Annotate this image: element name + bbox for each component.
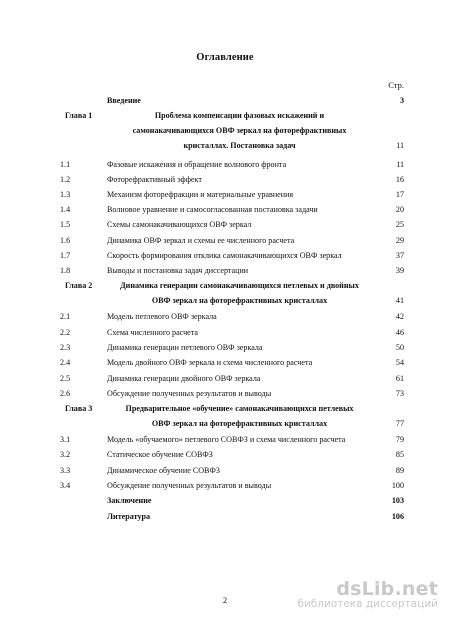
- toc-entry-page: 73: [395, 389, 404, 398]
- page-number: 2: [222, 595, 228, 605]
- toc-entry-page: 61: [395, 374, 404, 383]
- toc-entry-title: Введение: [107, 96, 141, 105]
- watermark: [297, 578, 438, 610]
- toc-entry-page: 29: [395, 236, 404, 245]
- toc-entry-title: Фоторефрактивный эффект: [107, 175, 202, 184]
- toc-entry-page: 41: [395, 296, 404, 305]
- toc-entry-number: 1.3: [60, 190, 71, 199]
- toc-entry-title: Динамика ОВФ зеркал и схемы ее численного расчета: [107, 236, 295, 245]
- toc-entry-number: Глава 2: [65, 281, 93, 290]
- toc-entry-number: 2.3: [60, 343, 71, 352]
- toc-entry-number: 3.3: [60, 466, 71, 475]
- toc-entry-page: 37: [395, 251, 404, 260]
- toc-entry-number: 3.4: [60, 481, 71, 490]
- toc-entry-number: 2.2: [60, 328, 71, 337]
- toc-entry-number: 2.4: [60, 358, 71, 367]
- toc-entry-number: 3.1: [60, 435, 71, 444]
- chapter-title-line: ОВФ зеркал на фоторефрактивных кристаллах: [151, 296, 328, 305]
- toc-entry-page: 85: [395, 450, 404, 459]
- chapter-title-line: Проблема компенсации фазовых искажений и: [154, 111, 325, 120]
- document-title: Оглавление: [196, 52, 254, 63]
- toc-entry-number: 1.7: [60, 251, 71, 260]
- toc-entry-page: 39: [395, 266, 404, 275]
- chapter-title-line: Динамика генерации самонакачивающихся петлевых и двойных: [120, 281, 359, 290]
- toc-entry-page: 11: [396, 141, 404, 150]
- toc-entry-title: Модель «обучаемого» петлевого СОВФЗ и схема численного расчета: [107, 435, 346, 444]
- toc-entry-title: Динамика генерации двойного ОВФ зеркала: [107, 374, 261, 383]
- chapter-title-line: кристаллах. Постановка задач: [183, 141, 296, 150]
- toc-entry-page: 3: [399, 96, 404, 105]
- toc-entry-title: Обсуждение полученных результатов и выводы: [107, 481, 272, 490]
- toc-entry-number: 1.1: [60, 160, 71, 169]
- toc-entry-title: Модель петлевого ОВФ зеркала: [107, 312, 217, 321]
- toc-entry-page: 50: [395, 343, 404, 352]
- toc-entry-title: Механизм фоторефракции и материальные уравнения: [107, 190, 294, 199]
- toc-entry-page: 106: [391, 512, 404, 521]
- toc-entry-title: Волновое уравнение и самосогласованная постановка задачи: [107, 205, 318, 214]
- toc-entry-page: 17: [395, 190, 404, 199]
- toc-entry-page: 54: [395, 358, 404, 367]
- toc-entry-page: 11: [396, 160, 404, 169]
- toc-entry-title: Фазовые искажения и обращение волнового фронта: [107, 160, 287, 169]
- toc-entry-title: Скорость формирования отклика самонакачивающихся ОВФ зеркал: [107, 251, 342, 260]
- page-column-label: Стр.: [388, 80, 404, 90]
- toc-entry-title: Заключение: [107, 496, 152, 505]
- toc-entry-number: 1.5: [60, 220, 71, 229]
- toc-entry-title: Обсуждение полученных результатов и выводы: [107, 389, 272, 398]
- toc-entry-number: 1.8: [60, 266, 71, 275]
- watermark-subtitle: библиотека диссертаций: [297, 598, 438, 610]
- toc-entry-number: 2.5: [60, 374, 71, 383]
- toc-entry-page: 100: [391, 481, 404, 490]
- toc-entry-title: Схемы самонакачивающихся ОВФ зеркал: [107, 220, 252, 229]
- toc-entry-number: Глава 3: [65, 404, 93, 413]
- toc-entry-page: 42: [395, 312, 404, 321]
- toc-entry-title: Выводы и постановка задач диссертации: [107, 266, 249, 275]
- toc-entry-page: 25: [395, 220, 404, 229]
- toc-entry-number: 2.1: [60, 312, 71, 321]
- toc-entry-page: 79: [395, 435, 404, 444]
- toc-entry-title: Статическое обучение СОВФЗ: [107, 450, 213, 459]
- toc-entry-number: Глава 1: [65, 111, 93, 120]
- toc-entry-title: Динамика генерации петлевого ОВФ зеркала: [107, 343, 263, 352]
- watermark-logo: dsLib.net: [336, 578, 438, 600]
- toc-entry-page: 103: [391, 496, 404, 505]
- toc-entry-page: 89: [395, 466, 404, 475]
- toc-entry-number: 1.6: [60, 236, 71, 245]
- toc-entry-number: 1.4: [60, 205, 71, 214]
- toc-entry-number: 1.2: [60, 175, 71, 184]
- toc-entry-number: 2.6: [60, 389, 71, 398]
- toc-entry-page: 20: [395, 205, 404, 214]
- toc-entry-title: Литература: [107, 512, 151, 521]
- toc-entry-title: Модель двойного ОВФ зеркала и схема численного расчета: [107, 358, 313, 367]
- chapter-title-line: ОВФ зеркал на фоторефрактивных кристаллах: [151, 419, 328, 428]
- toc-entry-number: 3.2: [60, 450, 71, 459]
- chapter-title-line: самонакачивающихся ОВФ зеркал на фоторефрактивных: [132, 126, 347, 135]
- chapter-title-line: Предварительное «обучение» самонакачивающихся петлевых: [125, 404, 354, 413]
- toc-entry-page: 46: [395, 328, 404, 337]
- toc-entry-page: 77: [395, 419, 404, 428]
- toc-entry-page: 16: [395, 175, 404, 184]
- toc-entry-title: Схема численного расчета: [107, 328, 199, 337]
- toc-entry-title: Динамическое обучение СОВФЗ: [107, 466, 220, 475]
